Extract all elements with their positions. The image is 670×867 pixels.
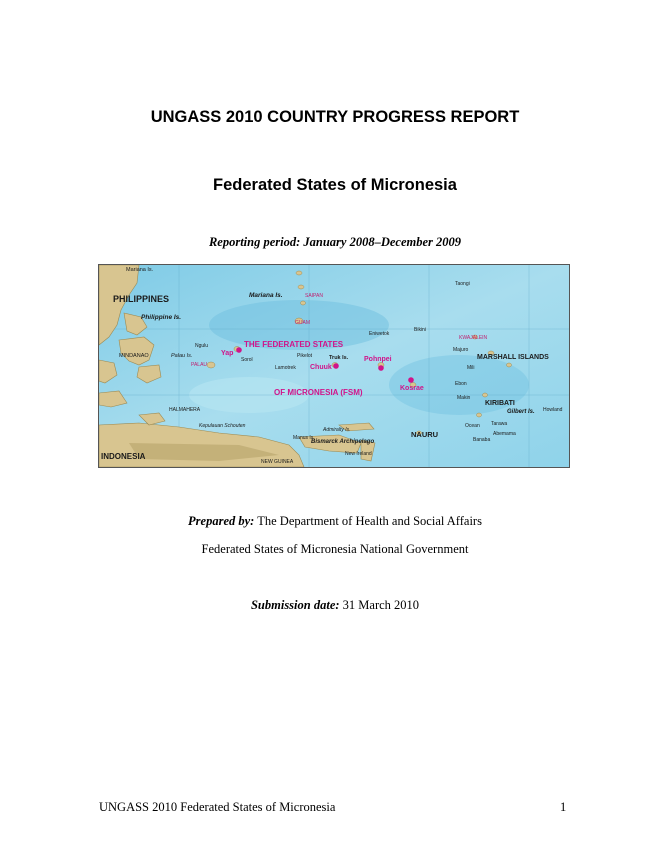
map-label-manus: Manus Is. [293,435,315,441]
map-label-nauru: NAURU [411,430,439,439]
map-label-indonesia: INDONESIA [101,452,146,461]
map-label-taongi: Taongi [455,281,470,287]
map-label-pikelot: Pikelot [297,353,313,359]
map-label-howland: Howland [543,407,563,413]
map-label-kwajalein: KWAJALEIN [459,335,488,341]
submission-value: 31 March 2010 [342,598,420,612]
map-label-admiralty: Admiralty Is. [323,427,351,433]
map-label-fsm-2: OF MICRONESIA (FSM) [274,388,363,397]
map-label-banaba: Banaba [473,437,491,443]
map-label-kiribati: KIRIBATI [485,400,515,407]
prepared-by [0,514,670,529]
map-label-eniwetok: Eniwetok [369,331,390,337]
prepared-by-value: The Department of Health and Social Affairs [257,514,482,528]
government-line: Federated States of Micronesia National Government [201,542,469,556]
map-label-new-guinea: NEW GUINEA [261,459,294,465]
map-label-lamotrek: Lamotrek [275,365,296,371]
map-label-kosrae: Kosrae [400,385,424,392]
map-label-chuuk: Chuuk [310,364,332,371]
map-label-philippines: PHILIPPINES [113,294,170,304]
map-label-abemama: Abemama [493,431,516,437]
page-number: 1 [560,800,567,814]
map-label-halmahera: HALMAHERA [169,407,201,413]
map-label-yap: Yap [221,350,234,357]
map-label-makin: Makin [457,395,471,401]
map-label-ebon: Ebon [455,381,467,387]
map-label-schouten: Kepulauan Schouten [199,423,246,429]
map-label-sorol: Sorol [241,357,253,363]
country-title: Federated States of Micronesia [213,176,457,194]
yap-dot [236,347,242,353]
map-label-pohnpei: Pohnpei [364,356,392,363]
map-label-tarawa: Tarawa [491,421,508,427]
map-label-fsm-1: THE FEDERATED STATES [244,340,344,349]
pohnpei-dot [378,365,384,371]
map-label-marshall: MARSHALL ISLANDS [477,354,549,361]
map-label-mili: Mili [467,365,475,371]
map-label-truk: Truk Is. [329,355,349,361]
reporting-period: Reporting period: January 2008–December 2009 [208,235,462,249]
footer-text: UNGASS 2010 Federated States of Micronesia [99,800,336,814]
report-title: UNGASS 2010 COUNTRY PROGRESS REPORT [150,108,520,126]
map-label-bikini: Bikini [414,327,426,333]
map-label-new-ireland: New Ireland [345,451,372,457]
region-map [98,264,570,468]
map-label-babuyan: Mariana Is. [126,267,154,273]
map-label-bismarck: Bismarck Archipelago [311,439,375,445]
map-label-gilbert: Gilbert Is. [507,409,535,415]
kosrae-dot [408,377,414,383]
map-label-guam: GUAM [295,320,310,326]
map-label-mariana: Mariana Is. [249,292,283,299]
map-label-philippine-is: Philippine Is. [141,314,182,321]
map-label-palau: PALAU [191,362,208,368]
submission-label: Submission date: [250,598,340,612]
submission-date [0,598,670,613]
map-label-ngulu: Ngulu [195,343,209,349]
map-label-ocean: Ocean [465,423,480,429]
prepared-by-label: Prepared by: [188,514,255,528]
chuuk-dot [333,363,339,369]
map-label-saipan: SAIPAN [305,293,323,299]
map-label-majuro: Majuro [453,347,469,353]
map-label-mindanao: MINDANAO [119,353,149,359]
map-label-palau-is: Palau Is. [171,353,193,359]
